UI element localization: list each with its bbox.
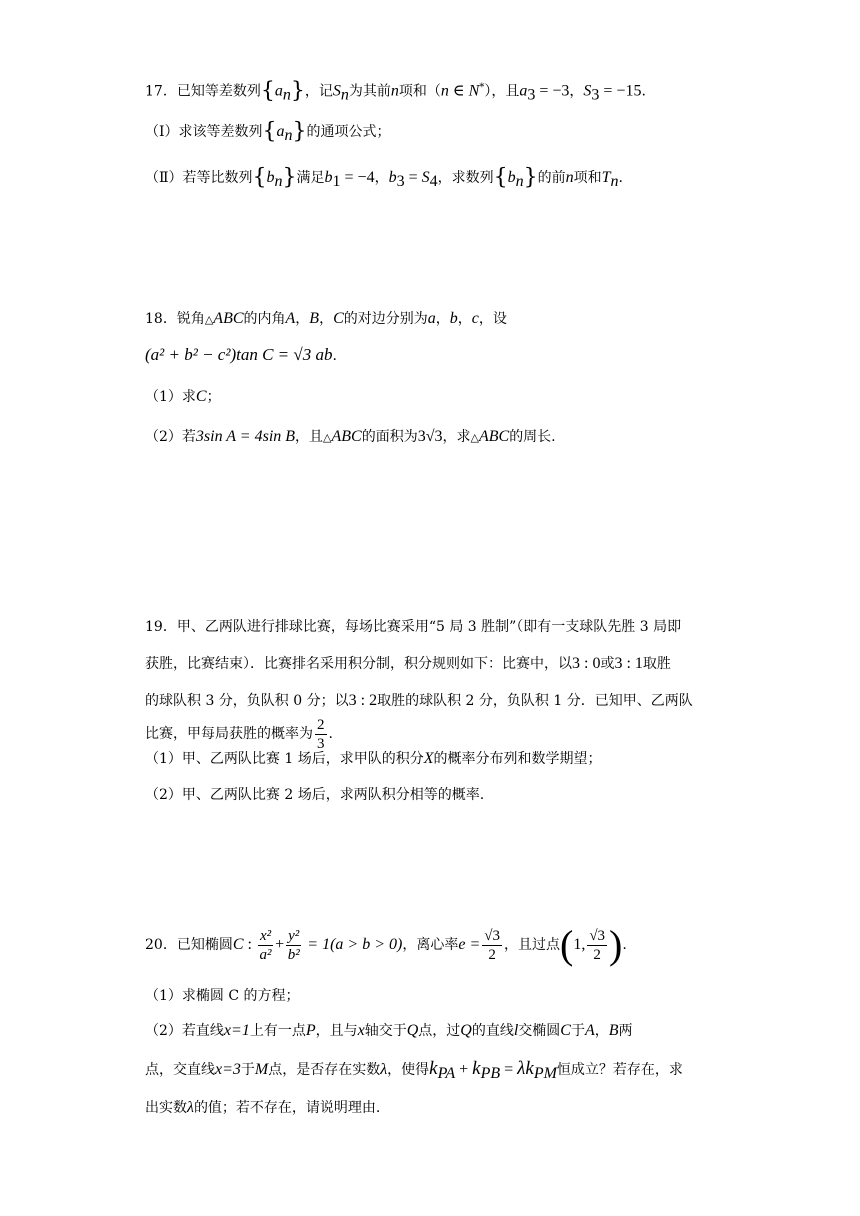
problem-19-line-4: 比赛，甲每局获胜的概率为 $\frac{2}{3}$ . xyxy=(145,716,333,752)
problem-20-part-2-line-3: 出实数λ的值；若不存在，请说明理由. xyxy=(145,1099,381,1116)
problem-20-part-2-line-1: （2）若直线x=1上有一点P，且与x轴交于Q点，过Q的直线l交椭圆C于A，B两 xyxy=(145,1022,633,1039)
problem-19-line-3: 的球队积 3 分，负队积 0 分；以3 : 2取胜的球队积 2 分，负队积 1 分．已知甲、乙两队 xyxy=(145,692,693,709)
problem-18-formula: (a² + b² − c²)tan C = √3 ab. xyxy=(145,345,337,364)
problem-18-part-2: （2）若3sin A = 4sin B，且△ABC的面积为3√3，求△ABC的周长. xyxy=(145,428,556,445)
problem-17-part-2: （Ⅱ）若等比数列$\{b_n\}$满足$b_1 = -4$，$b_3 = S_4$，求数列$\{b_n\}$的前n项和$T_n$. xyxy=(145,165,623,190)
problem-19-part-1: （1）甲、乙两队比赛 1 场后，求甲队的积分X的概率分布列和数学期望； xyxy=(145,750,602,767)
probability-fraction: $\frac{2}{3}$ xyxy=(317,716,325,752)
problem-20-stem: 20．已知椭圆C : $\frac{\text{x²}}{\text{a²}}$ + $\frac{\text{y²}}{\text{b²}}$ = 1(a > b > 0)，离心率e = $\frac{√3}{2}$ ，且过点(1, $\frac{√3}{2}$ ). xyxy=(145,922,627,967)
problem-17-part-1: （Ⅰ）求该等差数列$\{a_n\}$的通项公式； xyxy=(145,119,391,144)
problem-18-part-1: （1）求C； xyxy=(145,388,221,405)
problem-19-line-1: 19．甲、乙两队进行排球比赛，每场比赛采用“5 局 3 胜制”（即有一支球队先胜 3 局即 xyxy=(145,619,682,635)
problem-17-stem: 17．已知等差数列$\{a_n\}$，记$S_n$为其前n项和（n ∈ N*），且$a_3 = -3$，$S_3 = -15$. xyxy=(145,78,646,104)
problem-19-line-2: 获胜，比赛结束）．比赛排名采用积分制，积分规则如下：比赛中，以3 : 0或3 : 1取胜 xyxy=(145,655,671,672)
problem-20-part-2-line-2: 点，交直线x=3于M点，是否存在实数λ，使得$k_{PA} + k_{PB} = \lambda k_{PM}$恒成立？若存在，求 xyxy=(145,1058,683,1082)
problem-19-part-2: （2）甲、乙两队比赛 2 场后，求两队积分相等的概率. xyxy=(145,787,485,803)
problem-20-part-1: （1）求椭圆 C 的方程； xyxy=(145,988,300,1004)
problem-18-stem: 18．锐角△ABC的内角A，B，C的对边分别为a，b，c，设 xyxy=(145,310,507,327)
